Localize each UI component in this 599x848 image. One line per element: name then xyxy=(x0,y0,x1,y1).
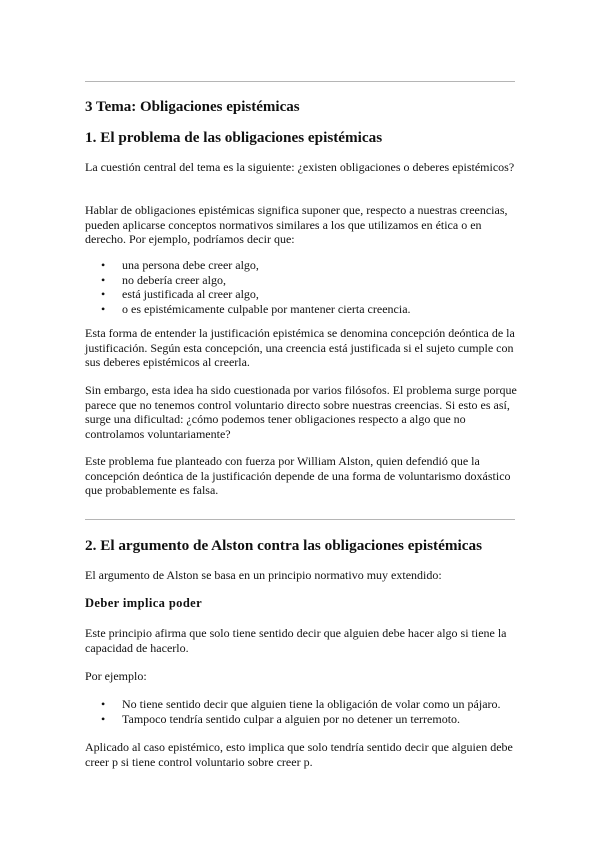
section-2-paragraph-2: Este principio afirma que solo tiene sentido decir que alguien debe hacer algo si tiene la capacidad de hacerlo. xyxy=(85,626,507,655)
list-item: • Tampoco tendría sentido culpar a alguien por no detener un terremoto. xyxy=(85,712,501,727)
section-2-paragraph-1: El argumento de Alston se basa en un principio normativo muy extendido: xyxy=(85,568,442,582)
section-1-paragraph-5: Este problema fue planteado con fuerza por William Alston, quien defendió que la concepción deóntica de la justificación depende de una forma de voluntarismo doxástico que probablemente es falsa. xyxy=(85,454,511,498)
section-2-paragraph-4: Aplicado al caso epistémico, esto implica que solo tendría sentido decir que alguien debe creer p si tiene control voluntario sobre creer p. xyxy=(85,740,513,769)
section-1-paragraph-4: Sin embargo, esta idea ha sido cuestionada por varios filósofos. El problema surge porque parece que no tenemos control voluntario directo sobre nuestras creencias. Si esto es así, surge una dificultad: ¿cómo podemos tener obligaciones respecto a algo que no controlamos voluntariamente? xyxy=(85,383,517,441)
list-item: • No tiene sentido decir que alguien tiene la obligación de volar como un pájaro. xyxy=(85,697,501,712)
section-divider xyxy=(85,519,515,520)
section-1-paragraph-1: La cuestión central del tema es la siguiente: ¿existen obligaciones o deberes epistémicos? xyxy=(85,160,515,174)
section-1-paragraph-3: Esta forma de entender la justificación epistémica se denomina concepción deóntica de la justificación. Según esta concepción, una creencia está justificada si el sujeto cumple con sus deberes epistémicos al creerla. xyxy=(85,326,515,370)
section-1-heading: 1. El problema de las obligaciones epistémicas xyxy=(85,129,383,146)
list-item: • no debería creer algo, xyxy=(85,273,411,288)
list-item: • una persona debe creer algo, xyxy=(85,258,411,273)
section-1-bullet-list xyxy=(85,258,411,316)
list-item: • o es epistémicamente culpable por mantener cierta creencia. xyxy=(85,302,411,317)
principle-subheading: Deber implica poder xyxy=(85,596,203,610)
section-2-bullet-list xyxy=(85,697,501,726)
page-title: 3 Tema: Obligaciones epistémicas xyxy=(85,99,300,115)
list-item: • está justificada al creer algo, xyxy=(85,287,411,302)
section-2-heading: 2. El argumento de Alston contra las obligaciones epistémicas xyxy=(85,537,482,554)
top-divider xyxy=(85,81,515,82)
section-2-paragraph-3: Por ejemplo: xyxy=(85,669,147,683)
section-1-paragraph-2: Hablar de obligaciones epistémicas significa suponer que, respecto a nuestras creencias, pueden aplicarse conceptos normativos similares a los que utilizamos en ética o en derecho. Por ejemplo, podríamos decir que: xyxy=(85,203,508,247)
